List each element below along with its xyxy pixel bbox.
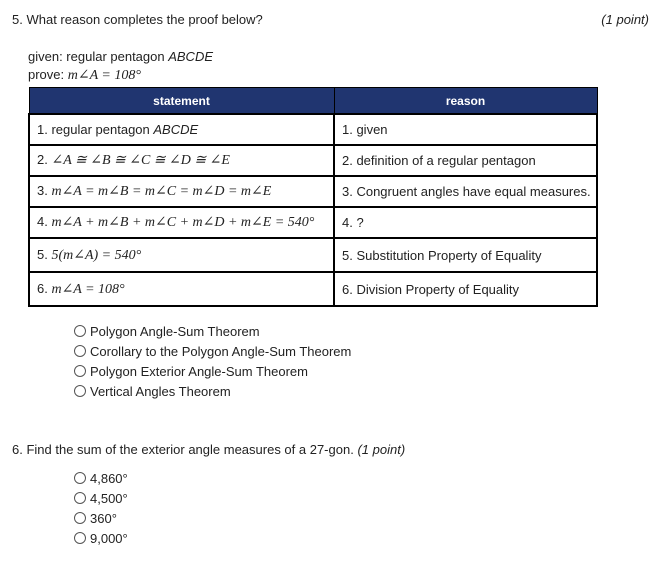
radio-button[interactable] [74, 492, 86, 504]
prove-label: prove: [28, 67, 68, 82]
q6-choice[interactable] [74, 488, 128, 508]
radio-button[interactable] [74, 345, 86, 357]
proof-row [29, 176, 597, 207]
proof-table [28, 87, 598, 307]
reason-cell: 5. Substitution Property of Equality [334, 238, 597, 272]
statement-text: ∠A ≅ ∠B ≅ ∠C ≅ ∠D ≅ ∠E [51, 153, 230, 168]
statement-cell [29, 238, 334, 272]
statement-cell [29, 145, 334, 176]
given-shape: ABCDE [168, 49, 214, 64]
prove-expression: m∠A = 108° [67, 68, 141, 83]
statement-cell [29, 114, 334, 145]
step-number: 3. [37, 183, 48, 198]
proof-header-row [29, 88, 597, 115]
statement-text: regular pentagon [51, 122, 154, 137]
given-label: given: regular pentagon [28, 49, 169, 64]
choice-label: 9,000° [90, 530, 128, 546]
statement-cell [29, 207, 334, 238]
step-number: 5. [37, 246, 48, 262]
q5-choice[interactable] [74, 321, 351, 341]
prove-line [28, 67, 141, 84]
choice-label: Vertical Angles Theorem [90, 383, 231, 399]
q5-choice[interactable] [74, 381, 351, 401]
given-line [28, 49, 213, 64]
statement-text: m∠A = 108° [51, 281, 125, 297]
header-reason: reason [334, 88, 597, 115]
statement-cell [29, 272, 334, 306]
q5-choices [74, 321, 351, 401]
proof-row [29, 207, 597, 238]
radio-button[interactable] [74, 325, 86, 337]
q6-choices [74, 468, 128, 548]
statement-text: m∠A + m∠B + m∠C + m∠D + m∠E = 540° [51, 215, 315, 230]
reason-cell: 6. Division Property of Equality [334, 272, 597, 306]
choice-label: 4,860° [90, 470, 128, 486]
step-number: 4. [37, 214, 48, 229]
step-number: 6. [37, 280, 48, 296]
proof-row [29, 272, 597, 306]
q5-prompt [12, 12, 263, 27]
q6-number: 6. [12, 442, 23, 457]
choice-label: Polygon Angle-Sum Theorem [90, 323, 260, 339]
statement-shape: ABCDE [153, 122, 199, 137]
radio-button[interactable] [74, 512, 86, 524]
q5-number: 5. [12, 12, 23, 27]
radio-button[interactable] [74, 385, 86, 397]
q5-question: What reason completes the proof below? [26, 12, 263, 27]
q6-choice[interactable] [74, 508, 128, 528]
radio-button[interactable] [74, 472, 86, 484]
radio-button[interactable] [74, 532, 86, 544]
choice-label: Corollary to the Polygon Angle-Sum Theorem [90, 343, 352, 359]
proof-row [29, 145, 597, 176]
q6-points: (1 point) [357, 442, 406, 457]
reason-cell: 4. ? [334, 207, 597, 238]
q5-choice[interactable] [74, 361, 351, 381]
reason-cell: 1. given [334, 114, 597, 145]
choice-label: 4,500° [90, 490, 128, 506]
header-statement: statement [29, 88, 334, 115]
proof-row [29, 114, 597, 145]
step-number: 2. [37, 152, 48, 167]
q6-prompt [12, 442, 405, 457]
reason-cell: 3. Congruent angles have equal measures. [334, 176, 597, 207]
choice-label: 360° [90, 510, 117, 526]
proof-row [29, 238, 597, 272]
reason-cell: 2. definition of a regular pentagon [334, 145, 597, 176]
q6-choice[interactable] [74, 468, 128, 488]
statement-text: m∠A = m∠B = m∠C = m∠D = m∠E [51, 184, 272, 199]
statement-text: 5(m∠A) = 540° [51, 247, 142, 263]
q6-question: Find the sum of the exterior angle measures of a 27-gon. [26, 442, 354, 457]
choice-label: Polygon Exterior Angle-Sum Theorem [90, 363, 308, 379]
q5-choice[interactable] [74, 341, 351, 361]
q5-points: (1 point) [601, 12, 649, 27]
radio-button[interactable] [74, 365, 86, 377]
statement-cell [29, 176, 334, 207]
q6-choice[interactable] [74, 528, 128, 548]
step-number: 1. [37, 122, 48, 137]
